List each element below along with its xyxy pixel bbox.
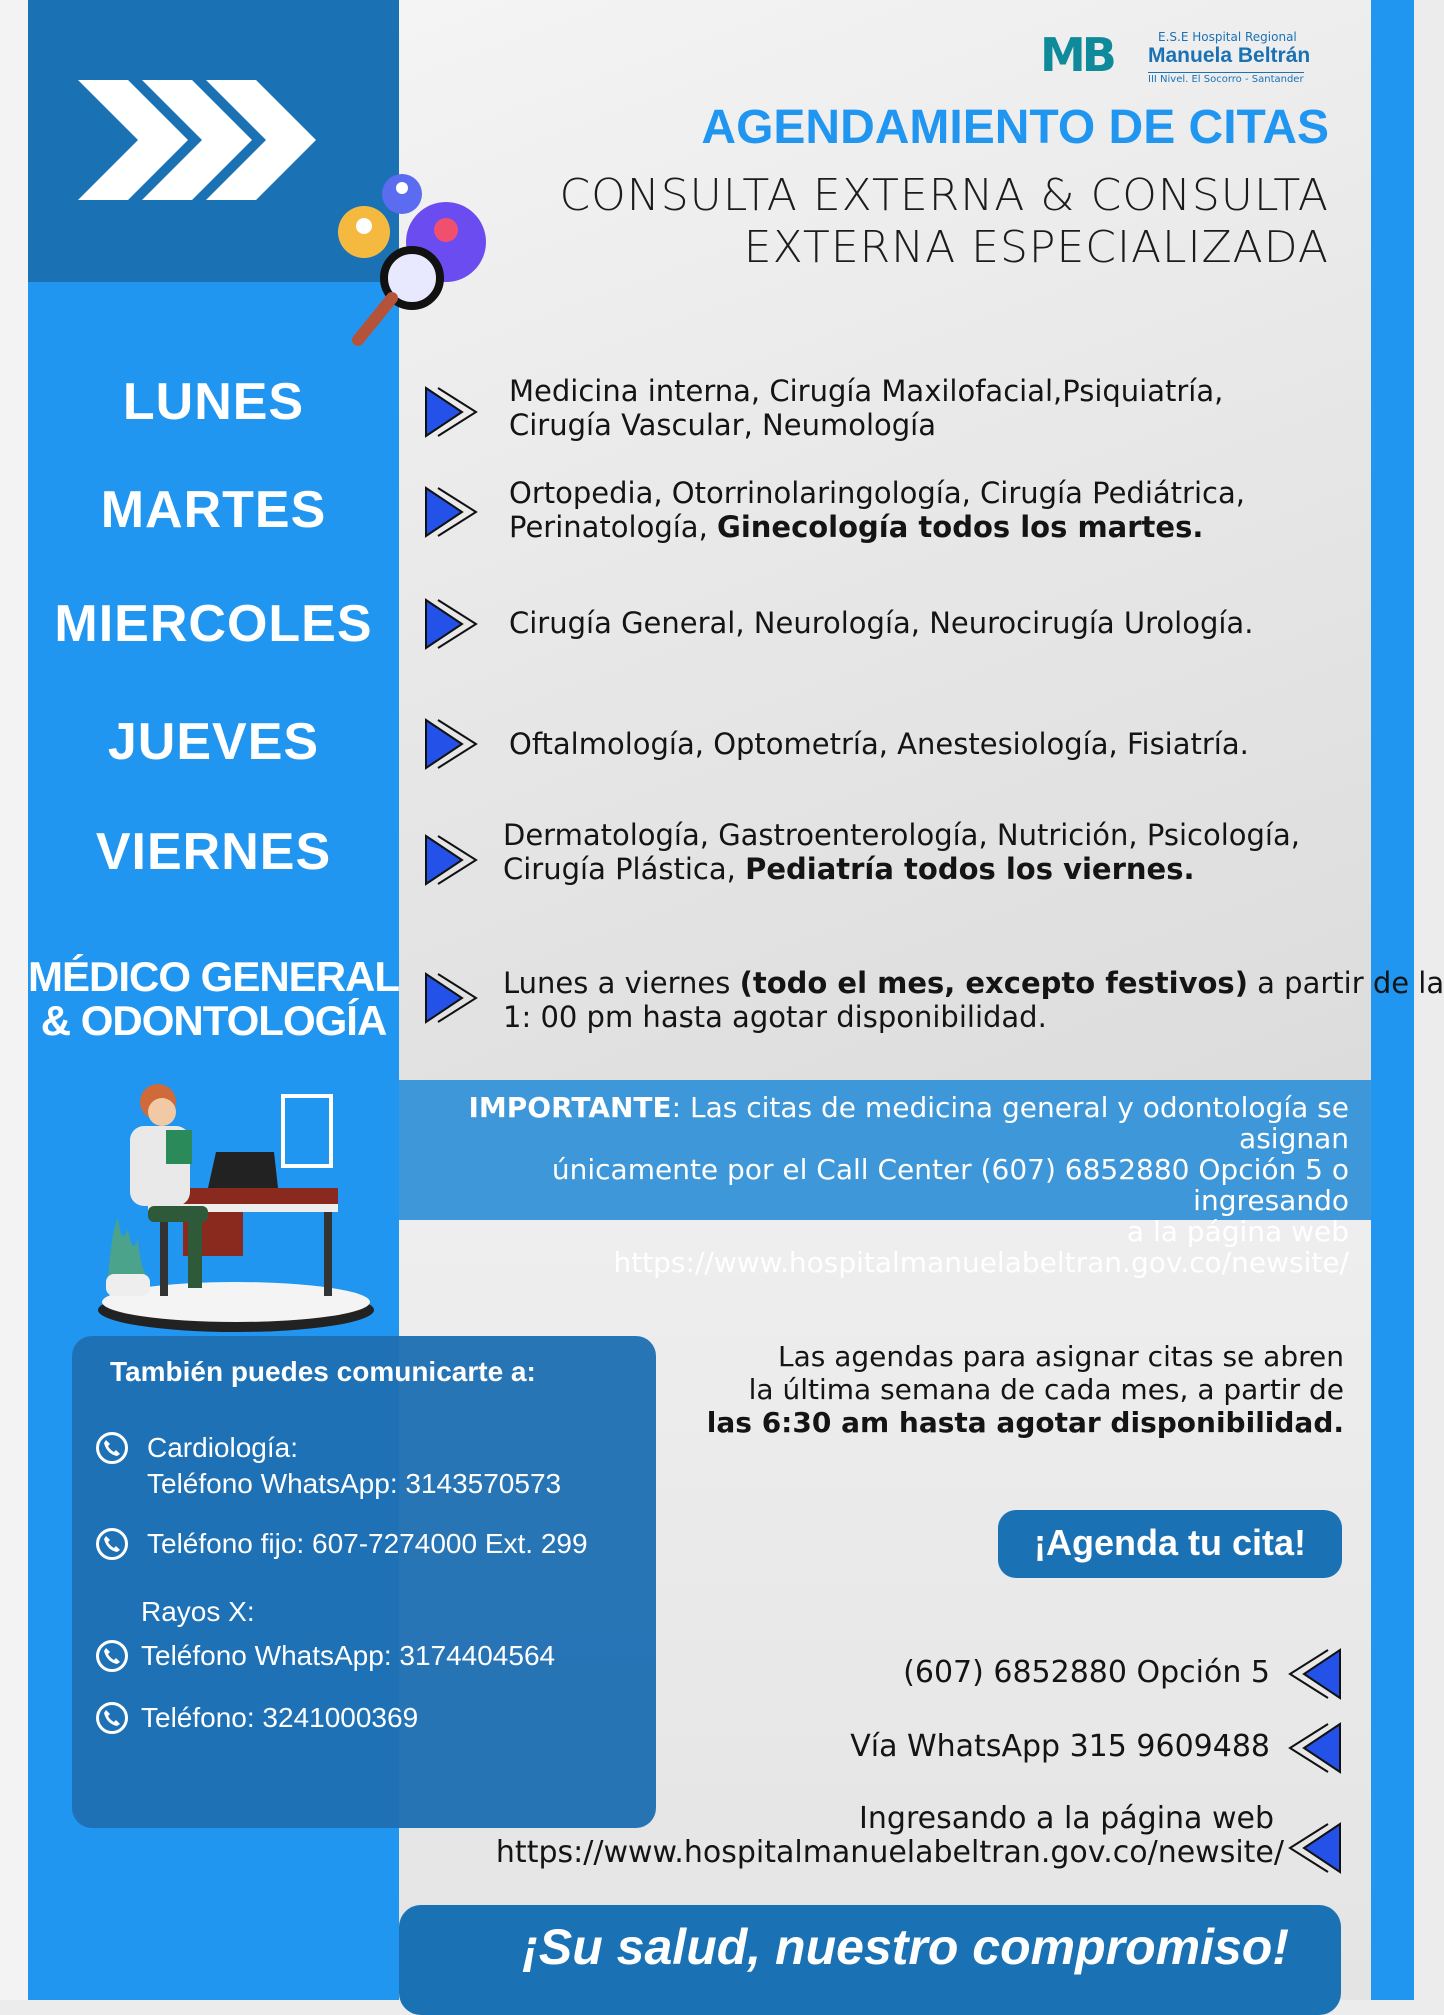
spec-line: 1: 00 pm hasta agotar disponibilidad. bbox=[503, 1000, 1047, 1034]
double-arrow-icon bbox=[424, 972, 484, 1024]
double-arrow-icon bbox=[424, 486, 484, 538]
specialties-medico-general bbox=[503, 966, 1444, 1034]
phone-icon bbox=[96, 1640, 128, 1672]
spec-text: Perinatología, bbox=[509, 510, 718, 544]
logo-line1: E.S.E Hospital Regional bbox=[1158, 30, 1297, 44]
cardiology-label: Cardiología: bbox=[147, 1432, 298, 1463]
fixed-phone[interactable]: Teléfono fijo: 607-7274000 Ext. 299 bbox=[147, 1528, 588, 1559]
day-medico-general bbox=[28, 955, 399, 1043]
day-lunes: LUNES bbox=[122, 373, 305, 431]
doctor-illustration bbox=[88, 1078, 378, 1333]
day-miercoles: MIERCOLES bbox=[54, 595, 373, 653]
contact-box bbox=[72, 1336, 656, 1828]
spec-bold: (todo el mes, excepto festivos) bbox=[739, 966, 1248, 1000]
important-line3: a la página web https://www.hospitalmanuelabeltran.gov.co/newsite/ bbox=[613, 1215, 1349, 1279]
web-label: Ingresando a la página web bbox=[859, 1801, 1274, 1836]
specialties-viernes bbox=[503, 818, 1300, 886]
page-title: AGENDAMIENTO DE CITAS bbox=[701, 101, 1329, 154]
book-appointment-button[interactable]: ¡Agenda tu cita! bbox=[998, 1510, 1342, 1578]
spec-text: Lunes a viernes bbox=[503, 966, 740, 1000]
phone-icon bbox=[96, 1432, 128, 1464]
spec-line: Cirugía Vascular, Neumología bbox=[509, 408, 936, 442]
contact-title: También puedes comunicarte a: bbox=[110, 1356, 536, 1387]
agenda-note-line bbox=[707, 1406, 1344, 1439]
double-arrow-icon bbox=[424, 386, 484, 438]
double-arrow-icon bbox=[424, 718, 484, 770]
spec-line: Cirugía General, Neurología, Neurocirugía Urología. bbox=[509, 606, 1254, 640]
double-arrow-icon bbox=[424, 834, 484, 886]
web-link[interactable]: https://www.hospitalmanuelabeltran.gov.co/newsite/ bbox=[495, 1835, 1284, 1870]
spec-line: Dermatología, Gastroenterología, Nutrición, Psicología, bbox=[503, 818, 1300, 852]
call-center-phone[interactable]: (607) 6852880 Opción 5 bbox=[903, 1655, 1270, 1690]
specialties-jueves bbox=[509, 727, 1249, 761]
logo-name: Manuela Beltrán bbox=[1148, 44, 1311, 67]
xray-phone[interactable]: Teléfono: 3241000369 bbox=[141, 1702, 419, 1733]
specialties-martes bbox=[509, 476, 1245, 544]
day-viernes: VIERNES bbox=[95, 823, 332, 881]
important-line1 bbox=[399, 1092, 1349, 1154]
double-arrow-icon bbox=[1286, 1648, 1342, 1700]
important-line2: únicamente por el Call Center (607) 6852880 Opción 5 o ingresando bbox=[551, 1153, 1349, 1217]
day-medico-line2: & ODONTOLOGÍA bbox=[40, 997, 387, 1044]
page-subtitle bbox=[559, 170, 1329, 274]
footer-slogan: ¡Su salud, nuestro compromiso! bbox=[522, 1919, 1289, 1975]
logo-location: III Nivel. El Socorro - Santander bbox=[1148, 74, 1304, 85]
double-arrow-icon bbox=[1286, 1822, 1342, 1874]
logo-initials: MB bbox=[1040, 28, 1113, 82]
hospital-logo bbox=[1040, 28, 1320, 88]
day-martes: MARTES bbox=[100, 481, 327, 539]
double-arrow-icon bbox=[424, 598, 484, 650]
double-arrow-icon bbox=[1286, 1722, 1342, 1774]
spec-line: Ortopedia, Otorrinolaringología, Cirugía Pediátrica, bbox=[509, 476, 1245, 510]
day-medico-line1: MÉDICO GENERAL bbox=[28, 953, 400, 1000]
spec-bold: Pediatría todos los viernes. bbox=[745, 852, 1195, 886]
important-label: IMPORTANTE bbox=[468, 1091, 672, 1124]
day-jueves: JUEVES bbox=[107, 713, 320, 771]
spec-text: Cirugía Plástica, bbox=[503, 852, 746, 886]
important-notice bbox=[399, 1092, 1349, 1278]
spec-line bbox=[503, 852, 1300, 886]
agenda-note-line: la última semana de cada mes, a partir de bbox=[748, 1373, 1344, 1406]
spec-line bbox=[509, 510, 1245, 544]
cardiology-whatsapp[interactable]: Teléfono WhatsApp: 3143570573 bbox=[147, 1468, 562, 1499]
whatsapp-line[interactable]: Vía WhatsApp 315 9609488 bbox=[850, 1729, 1270, 1764]
subtitle-line2: EXTERNA ESPECIALIZADA bbox=[743, 222, 1329, 273]
phone-icon bbox=[96, 1528, 128, 1560]
specialties-miercoles bbox=[509, 606, 1253, 640]
spec-text: a partir de la bbox=[1247, 966, 1444, 1000]
spec-line: Medicina interna, Cirugía Maxilofacial,Psiquiatría, bbox=[509, 374, 1224, 408]
spec-line bbox=[503, 966, 1444, 1000]
phone-icon bbox=[96, 1702, 128, 1734]
agenda-note bbox=[707, 1340, 1344, 1439]
important-text: : Las citas de medicina general y odontología se asignan bbox=[671, 1091, 1349, 1155]
xray-whatsapp[interactable]: Teléfono WhatsApp: 3174404564 bbox=[141, 1640, 556, 1671]
left-margin bbox=[0, 0, 28, 2000]
spec-bold: Ginecología todos los martes. bbox=[717, 510, 1204, 544]
people-search-icon bbox=[330, 170, 500, 350]
specialties-lunes bbox=[509, 374, 1223, 442]
agenda-note-line: Las agendas para asignar citas se abren bbox=[777, 1340, 1344, 1373]
subtitle-line1: CONSULTA EXTERNA & CONSULTA bbox=[559, 170, 1329, 221]
spec-line: Oftalmología, Optometría, Anestesiología, Fisiatría. bbox=[509, 727, 1249, 761]
agenda-note-bold: las 6:30 am hasta agotar disponibilidad. bbox=[706, 1406, 1344, 1439]
xray-label: Rayos X: bbox=[141, 1596, 255, 1627]
